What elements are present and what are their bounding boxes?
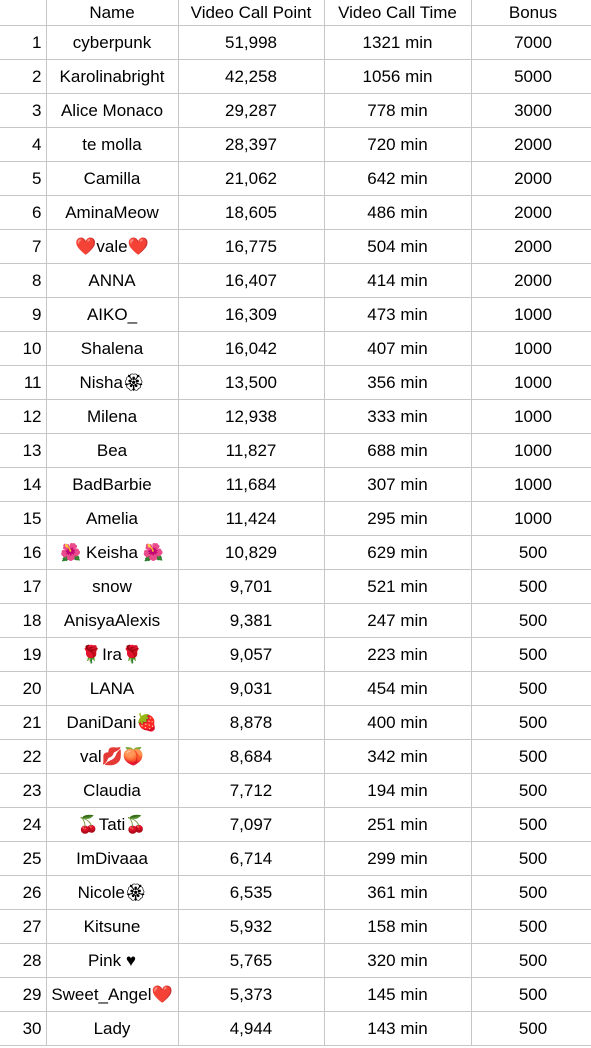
- points-cell: 9,057: [178, 638, 324, 672]
- bonus-cell: 1000: [471, 298, 591, 332]
- name-cell: Alice Monaco: [46, 94, 178, 128]
- points-cell: 5,765: [178, 944, 324, 978]
- table-row: [0, 672, 591, 706]
- rank-cell: 10: [0, 332, 46, 366]
- name-header: Name: [46, 0, 178, 26]
- name-cell: Pink ♥︎: [46, 944, 178, 978]
- table-row: [0, 774, 591, 808]
- name-cell: BadBarbie: [46, 468, 178, 502]
- rank-cell: 19: [0, 638, 46, 672]
- points-cell: 9,381: [178, 604, 324, 638]
- rank-cell: 17: [0, 570, 46, 604]
- bonus-cell: 2000: [471, 128, 591, 162]
- bonus-cell: 500: [471, 740, 591, 774]
- bonus-cell: 500: [471, 672, 591, 706]
- bonus-cell: 500: [471, 808, 591, 842]
- name-cell: Amelia: [46, 502, 178, 536]
- bonus-cell: 1000: [471, 502, 591, 536]
- name-cell: snow: [46, 570, 178, 604]
- time-cell: 333 min: [324, 400, 471, 434]
- points-header: Video Call Point: [178, 0, 324, 26]
- time-cell: 361 min: [324, 876, 471, 910]
- rank-cell: 18: [0, 604, 46, 638]
- points-cell: 10,829: [178, 536, 324, 570]
- table-row: [0, 842, 591, 876]
- name-cell: Milena: [46, 400, 178, 434]
- table-row: [0, 26, 591, 60]
- bonus-cell: 500: [471, 978, 591, 1012]
- table-row: [0, 808, 591, 842]
- name-cell: ImDivaaa: [46, 842, 178, 876]
- time-cell: 629 min: [324, 536, 471, 570]
- points-cell: 16,775: [178, 230, 324, 264]
- rank-cell: 28: [0, 944, 46, 978]
- time-header: Video Call Time: [324, 0, 471, 26]
- time-cell: 778 min: [324, 94, 471, 128]
- table-row: [0, 60, 591, 94]
- time-cell: 143 min: [324, 1012, 471, 1046]
- name-cell: Sweet_Angel❤️: [46, 978, 178, 1012]
- time-cell: 295 min: [324, 502, 471, 536]
- table-row: [0, 502, 591, 536]
- table-row: [0, 740, 591, 774]
- bonus-cell: 500: [471, 604, 591, 638]
- bonus-cell: 2000: [471, 196, 591, 230]
- rank-cell: 22: [0, 740, 46, 774]
- table-row: [0, 570, 591, 604]
- name-cell: 🌺 Keisha 🌺: [46, 536, 178, 570]
- bonus-cell: 7000: [471, 26, 591, 60]
- points-cell: 9,031: [178, 672, 324, 706]
- time-cell: 223 min: [324, 638, 471, 672]
- bonus-cell: 2000: [471, 162, 591, 196]
- table-row: [0, 332, 591, 366]
- bonus-cell: 500: [471, 910, 591, 944]
- time-cell: 194 min: [324, 774, 471, 808]
- rank-cell: 7: [0, 230, 46, 264]
- name-cell: LANA: [46, 672, 178, 706]
- points-cell: 51,998: [178, 26, 324, 60]
- name-cell: ❤️vale❤️: [46, 230, 178, 264]
- time-cell: 407 min: [324, 332, 471, 366]
- bonus-cell: 3000: [471, 94, 591, 128]
- name-cell: te molla: [46, 128, 178, 162]
- name-cell: AminaMeow: [46, 196, 178, 230]
- bonus-header: Bonus: [471, 0, 591, 26]
- name-cell: 🍒Tati🍒: [46, 808, 178, 842]
- time-cell: 251 min: [324, 808, 471, 842]
- bonus-cell: 2000: [471, 264, 591, 298]
- table-row: [0, 978, 591, 1012]
- rank-cell: 25: [0, 842, 46, 876]
- table-row: [0, 94, 591, 128]
- table-row: [0, 196, 591, 230]
- table-row: [0, 1012, 591, 1046]
- points-cell: 5,373: [178, 978, 324, 1012]
- points-cell: 11,827: [178, 434, 324, 468]
- rank-cell: 16: [0, 536, 46, 570]
- header-row: [0, 0, 591, 26]
- time-cell: 688 min: [324, 434, 471, 468]
- table-row: [0, 604, 591, 638]
- time-cell: 307 min: [324, 468, 471, 502]
- time-cell: 454 min: [324, 672, 471, 706]
- name-cell: Nisha🏵: [46, 366, 178, 400]
- table-row: [0, 638, 591, 672]
- name-cell: Kitsune: [46, 910, 178, 944]
- bonus-cell: 500: [471, 842, 591, 876]
- points-cell: 4,944: [178, 1012, 324, 1046]
- time-cell: 521 min: [324, 570, 471, 604]
- name-cell: DaniDani🍓: [46, 706, 178, 740]
- rank-header: [0, 0, 46, 26]
- name-cell: Camilla: [46, 162, 178, 196]
- rank-cell: 2: [0, 60, 46, 94]
- points-cell: 12,938: [178, 400, 324, 434]
- table-row: [0, 876, 591, 910]
- name-cell: cyberpunk: [46, 26, 178, 60]
- rank-cell: 24: [0, 808, 46, 842]
- time-cell: 414 min: [324, 264, 471, 298]
- rank-cell: 11: [0, 366, 46, 400]
- time-cell: 504 min: [324, 230, 471, 264]
- time-cell: 720 min: [324, 128, 471, 162]
- rank-cell: 26: [0, 876, 46, 910]
- rank-cell: 23: [0, 774, 46, 808]
- rank-cell: 3: [0, 94, 46, 128]
- name-cell: Lady: [46, 1012, 178, 1046]
- table-row: [0, 434, 591, 468]
- points-cell: 8,878: [178, 706, 324, 740]
- points-cell: 16,042: [178, 332, 324, 366]
- rank-cell: 21: [0, 706, 46, 740]
- points-cell: 16,309: [178, 298, 324, 332]
- name-cell: ANNA: [46, 264, 178, 298]
- rank-cell: 14: [0, 468, 46, 502]
- bonus-cell: 500: [471, 706, 591, 740]
- points-cell: 6,714: [178, 842, 324, 876]
- table-row: [0, 944, 591, 978]
- points-cell: 42,258: [178, 60, 324, 94]
- bonus-cell: 500: [471, 570, 591, 604]
- time-cell: 473 min: [324, 298, 471, 332]
- bonus-cell: 500: [471, 876, 591, 910]
- points-cell: 18,605: [178, 196, 324, 230]
- rank-cell: 6: [0, 196, 46, 230]
- time-cell: 299 min: [324, 842, 471, 876]
- rank-cell: 20: [0, 672, 46, 706]
- bonus-cell: 1000: [471, 400, 591, 434]
- table-row: [0, 468, 591, 502]
- time-cell: 642 min: [324, 162, 471, 196]
- rank-cell: 12: [0, 400, 46, 434]
- bonus-cell: 1000: [471, 332, 591, 366]
- time-cell: 1056 min: [324, 60, 471, 94]
- points-cell: 21,062: [178, 162, 324, 196]
- bonus-cell: 2000: [471, 230, 591, 264]
- name-cell: Nicole🏵: [46, 876, 178, 910]
- rank-cell: 5: [0, 162, 46, 196]
- points-cell: 8,684: [178, 740, 324, 774]
- name-cell: Bea: [46, 434, 178, 468]
- table-row: [0, 162, 591, 196]
- rank-cell: 15: [0, 502, 46, 536]
- points-cell: 9,701: [178, 570, 324, 604]
- table-row: [0, 298, 591, 332]
- time-cell: 400 min: [324, 706, 471, 740]
- rank-cell: 27: [0, 910, 46, 944]
- rank-cell: 29: [0, 978, 46, 1012]
- bonus-cell: 1000: [471, 468, 591, 502]
- bonus-cell: 500: [471, 944, 591, 978]
- bonus-cell: 1000: [471, 366, 591, 400]
- bonus-cell: 500: [471, 1012, 591, 1046]
- time-cell: 320 min: [324, 944, 471, 978]
- table-row: [0, 264, 591, 298]
- time-cell: 1321 min: [324, 26, 471, 60]
- name-cell: Shalena: [46, 332, 178, 366]
- time-cell: 356 min: [324, 366, 471, 400]
- points-cell: 5,932: [178, 910, 324, 944]
- name-cell: AIKO_: [46, 298, 178, 332]
- time-cell: 342 min: [324, 740, 471, 774]
- bonus-cell: 500: [471, 774, 591, 808]
- name-cell: Karolinabright: [46, 60, 178, 94]
- points-cell: 29,287: [178, 94, 324, 128]
- time-cell: 486 min: [324, 196, 471, 230]
- points-cell: 16,407: [178, 264, 324, 298]
- time-cell: 158 min: [324, 910, 471, 944]
- rank-cell: 8: [0, 264, 46, 298]
- bonus-cell: 500: [471, 638, 591, 672]
- rank-cell: 30: [0, 1012, 46, 1046]
- time-cell: 145 min: [324, 978, 471, 1012]
- points-cell: 7,712: [178, 774, 324, 808]
- points-cell: 7,097: [178, 808, 324, 842]
- bonus-cell: 5000: [471, 60, 591, 94]
- time-cell: 247 min: [324, 604, 471, 638]
- points-cell: 13,500: [178, 366, 324, 400]
- table-row: [0, 366, 591, 400]
- table-row: [0, 128, 591, 162]
- rank-cell: 13: [0, 434, 46, 468]
- table-row: [0, 536, 591, 570]
- points-cell: 11,684: [178, 468, 324, 502]
- table-row: [0, 910, 591, 944]
- name-cell: val💋🍑: [46, 740, 178, 774]
- table-row: [0, 400, 591, 434]
- name-cell: 🌹Ira🌹: [46, 638, 178, 672]
- name-cell: AnisyaAlexis: [46, 604, 178, 638]
- points-cell: 28,397: [178, 128, 324, 162]
- rank-cell: 1: [0, 26, 46, 60]
- points-cell: 6,535: [178, 876, 324, 910]
- rank-cell: 9: [0, 298, 46, 332]
- table-row: [0, 706, 591, 740]
- rank-cell: 4: [0, 128, 46, 162]
- name-cell: Claudia: [46, 774, 178, 808]
- table-row: [0, 230, 591, 264]
- points-cell: 11,424: [178, 502, 324, 536]
- bonus-cell: 1000: [471, 434, 591, 468]
- bonus-cell: 500: [471, 536, 591, 570]
